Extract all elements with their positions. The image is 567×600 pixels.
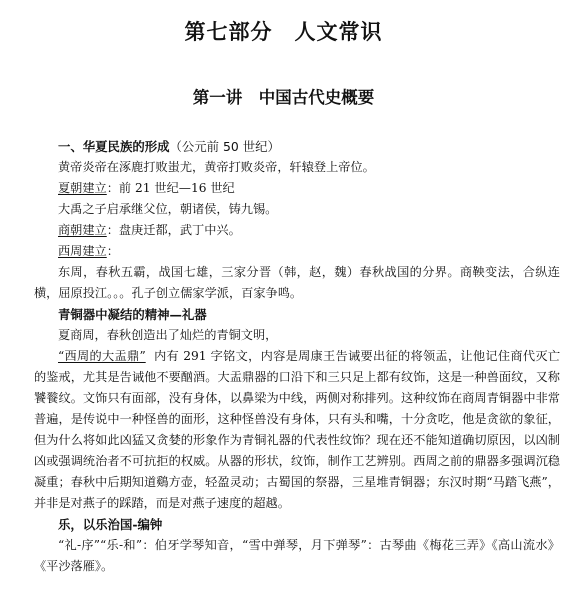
- shang-text: ：盘庚迁都，武丁中兴。: [106, 223, 241, 237]
- section-heading-note: （公元前 50 世纪）: [169, 139, 280, 154]
- shang-label: 商朝建立: [58, 223, 107, 237]
- dayu-ding-text: 内有 291 字铭文，内容是周康王告诫要出征的将领盂，让他记住商代灭亡的鉴戒，尤其是告诫他不要酗酒。大盂鼎器的口沿下和三只足上都有纹饰，这是一种兽面纹，又称饕餮纹。文饰只有面部，没有身体，以鼻梁为中线，两侧对称排列。这种纹饰在商周青铜器中非常普遍，是传说中一种怪兽的面形，这种怪兽没有身体，只有头和嘴，十分贪吃，他是贪欲的象征，但为什么将如此凶猛又贪婪的形象作为青铜礼器的代表性纹饰？现在还不能知道确切原因，以凶制凶或强调统治者不可抗拒的权威。从器的形状，纹饰，制作工艺辨别。西周之前的鼎器多强调沉稳凝重；春秋中后期知道鷄方壶，轻盈灵动；古蜀国的祭器，三星堆青铜器；东汉时期“马踏飞燕”，并非是对燕子的踩踏，而是对燕子速度的超越。: [34, 349, 561, 510]
- document-body: [34, 136, 560, 577]
- dayu-ding-label: “西周的大盂鼎”: [58, 349, 146, 363]
- lecture-title: 第一讲 中国古代史概要: [192, 88, 375, 107]
- paragraph-dayu-ding: [34, 346, 560, 514]
- paragraph-music: “礼-序”“乐-和”：伯牙学琴知音，“雪中弹琴，月下弹琴”：古琴曲《梅花三弄》《高山流水》《平沙落雁》。: [34, 538, 560, 573]
- shang-line: [34, 220, 560, 241]
- zhou-colon: ：: [106, 244, 119, 258]
- zhou-line: [34, 241, 560, 262]
- text-line: 夏商周，春秋创造出了灿烂的青铜文明，: [58, 328, 278, 342]
- xia-line: [34, 178, 560, 199]
- section-heading-bronze: 青铜器中凝结的精神—礼器: [58, 307, 207, 322]
- section-heading-origin: [34, 136, 560, 157]
- xia-label: 夏朝建立: [58, 181, 107, 195]
- part-title: 第七部分 人文常识: [184, 20, 383, 44]
- section-heading-text: 一、华夏民族的形成: [58, 139, 170, 154]
- text-line: 黄帝炎帝在涿鹿打败蚩尤，黄帝打败炎帝，轩辕登上帝位。: [58, 160, 375, 174]
- zhou-label: 西周建立: [58, 244, 107, 258]
- text-line: 大禹之子启承继父位，朝诸侯，铸九锡。: [58, 202, 278, 216]
- paragraph-zhou: 东周，春秋五霸，战国七雄，三家分晋（韩，赵，魏）春秋战国的分界。商鞅变法，合纵连横，屈原投江。。。孔子创立儒家学派，百家争鸣。: [34, 265, 560, 300]
- xia-text: ：前 21 世纪—16 世纪: [106, 181, 235, 195]
- section-heading-music: 乐，以乐治国-编钟: [58, 517, 163, 532]
